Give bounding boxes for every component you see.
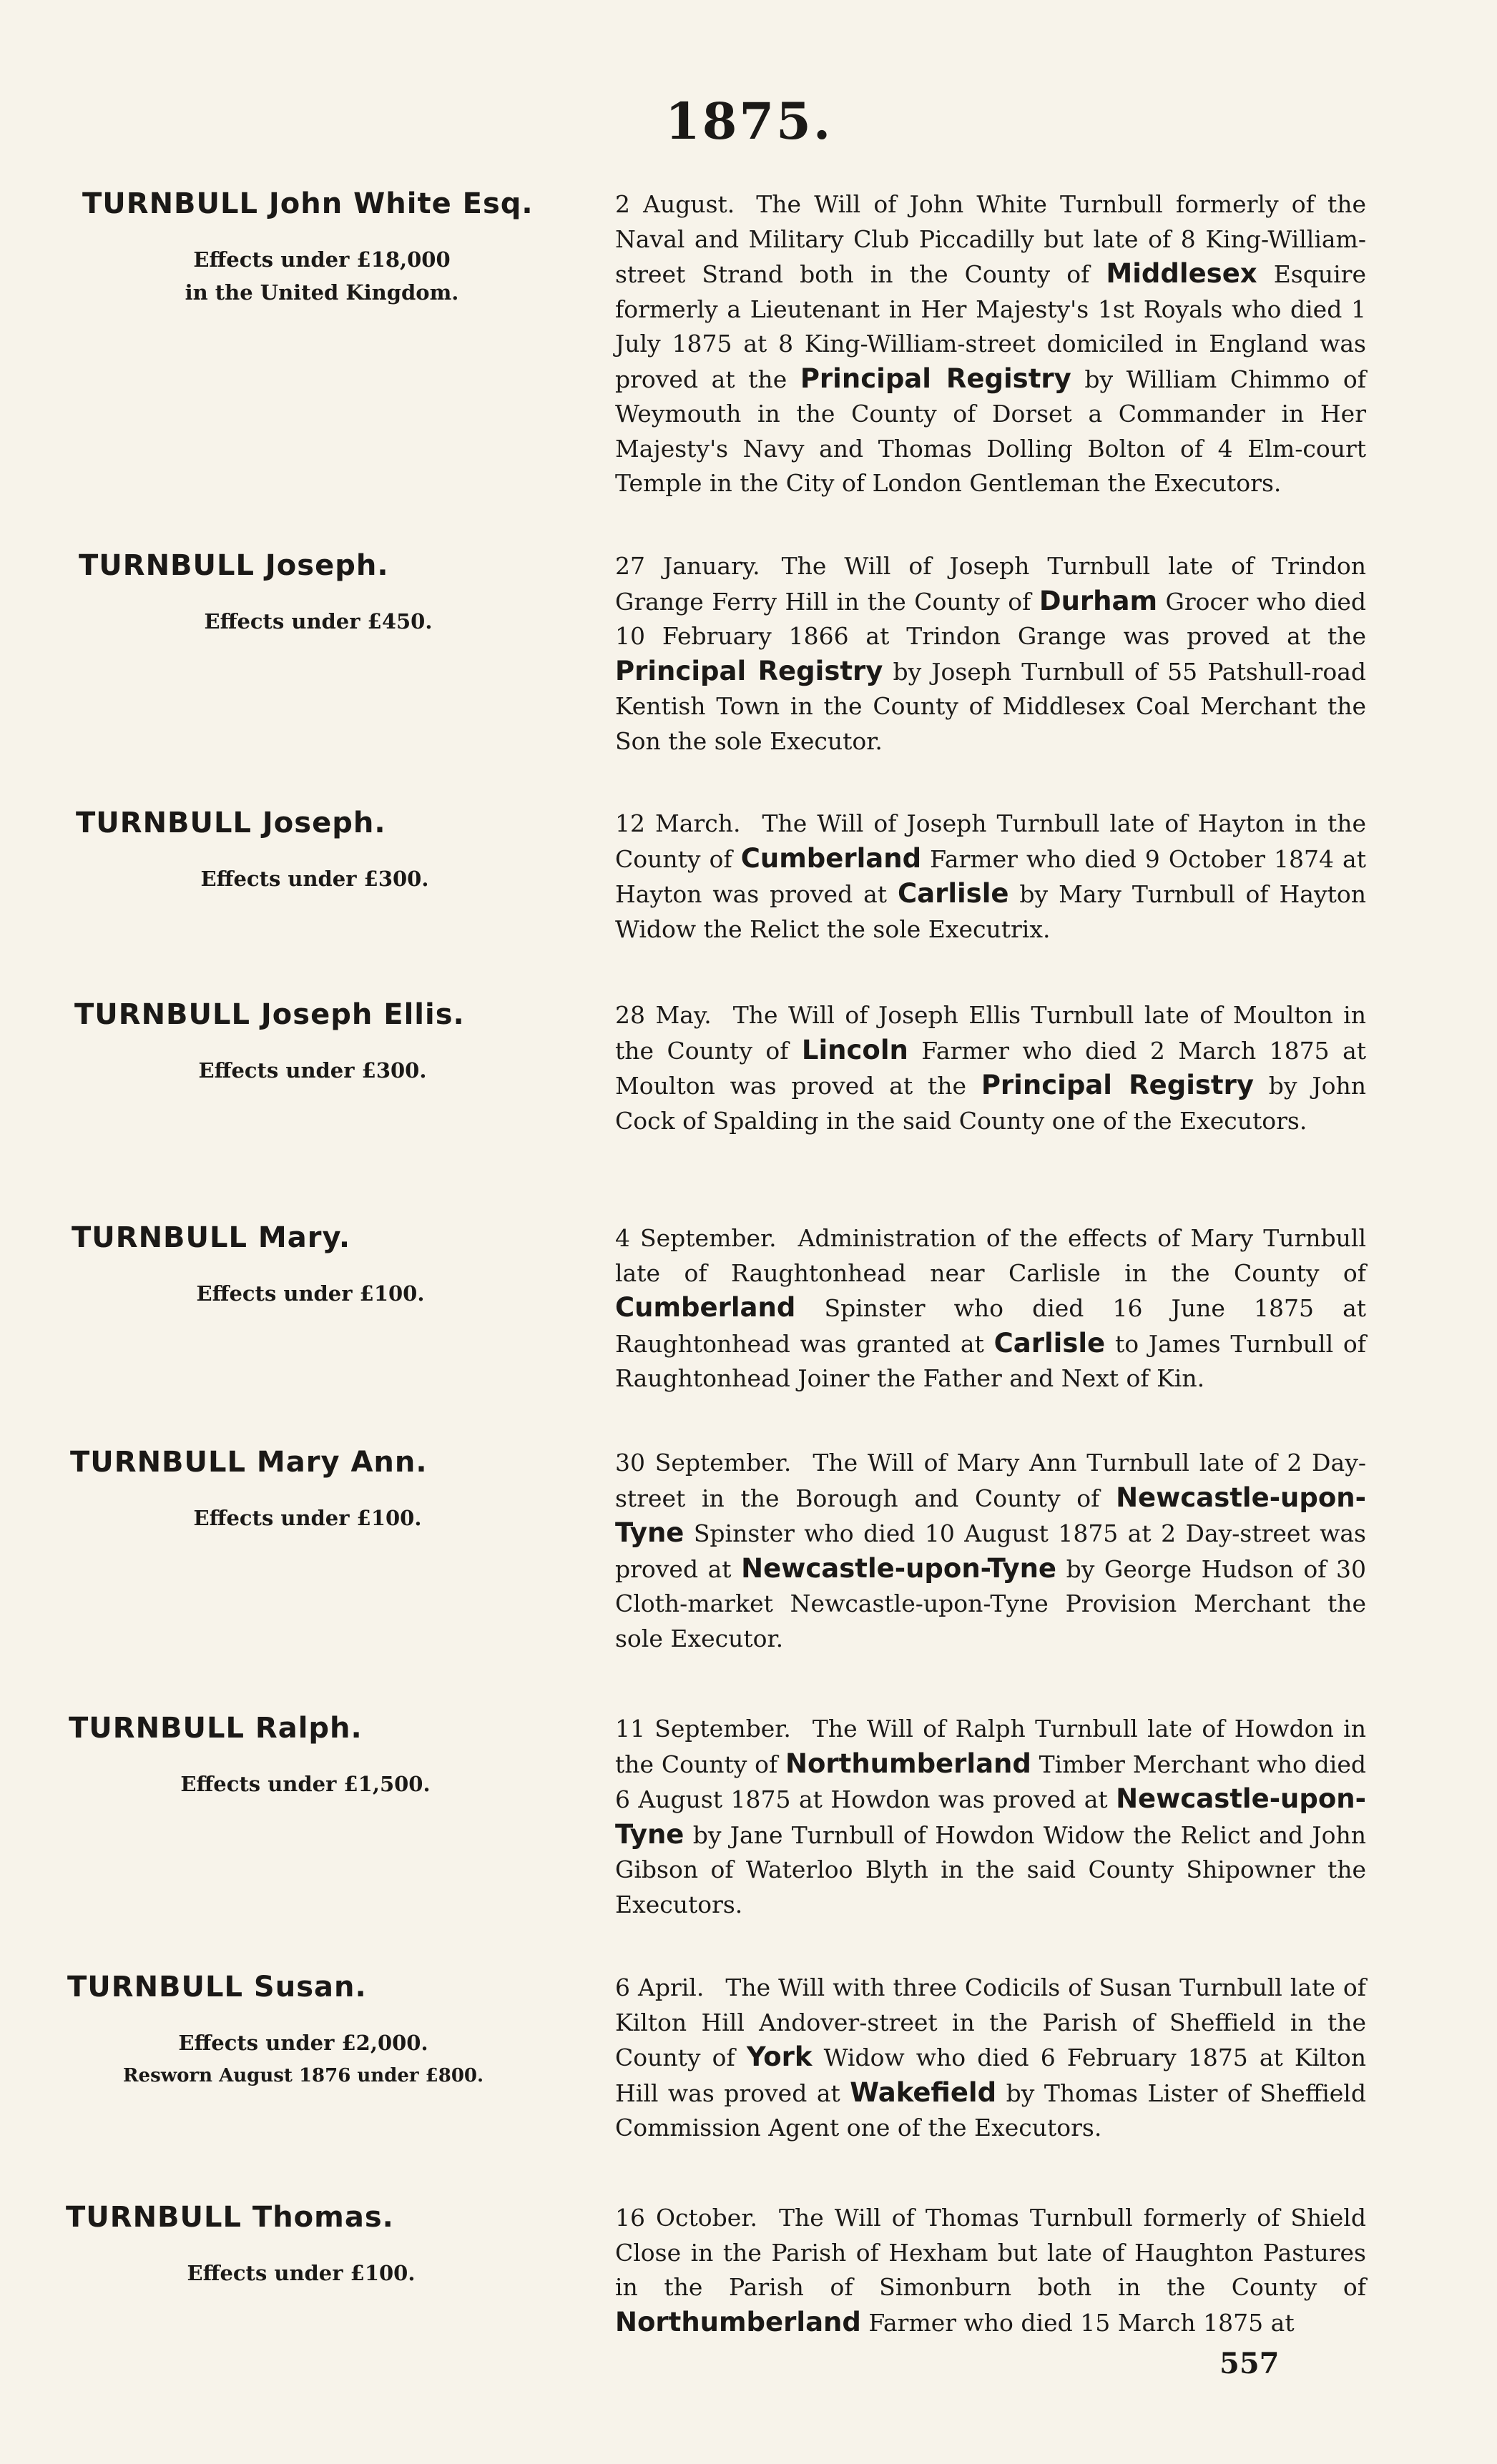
highlighted-place: Carlisle [993,1327,1106,1359]
entry-body [615,2201,1366,2340]
entry-text: The Will of Joseph Turnbull late of Trindon Grange Ferry Hill in the County of [615,552,1367,616]
entry-text: by Thomas Lister of Sheffield Commission Agent one of the Executors. [615,2079,1366,2142]
entry-name: TURNBULL Thomas. [66,2201,394,2234]
entry-body [615,1221,1366,1396]
entry-text-column [615,187,1366,501]
entry-text-column [615,1221,1366,1396]
entry-text: Farmer who died 9 October 1874 at Hayton was proved at [615,844,1366,908]
entry-text: Spinster who died 10 August 1875 at 2 Day-street was proved at [615,1519,1366,1583]
highlighted-place: Newcastle-upon-Tyne [741,1552,1057,1584]
entry-name: TURNBULL Mary Ann. [70,1446,428,1479]
entry-text: Grocer who died 10 February 1866 at Trindon Grange was proved at the [615,587,1366,650]
entry-body [615,1971,1366,2146]
entry-effects [122,243,522,309]
entry-text: Farmer who died 2 March 1875 at Moulton was proved at the [615,1036,1366,1100]
highlighted-place: Newcastle-upon-Tyne [615,1482,1366,1548]
effects-line: Effects under £18,000 [193,247,451,272]
entry-effects [118,605,519,638]
entry-text: The Will with three Codicils of Susan Turnbull late of Kilton Hill Andover-street in the Parish of Sheffield in the County of [615,1973,1366,2071]
entry-text: Administration of the effects of Mary Turnbull late of Raughtonhead near Carlisle in the County of [615,1224,1366,1287]
entry-body [615,1446,1366,1656]
entry-text: by William Chimmo of Weymouth in the County of Dorset a Commander in Her Majesty's Navy and Thomas Dolling Bolton of 4 Elm-court Temple in the City of London Gentleman the Executors. [615,365,1366,497]
entry-body [615,187,1366,501]
entry-date: 4 September. [615,1224,777,1252]
effects-line: Effects under £300. [200,867,429,891]
entry-text: The Will of Joseph Turnbull late of Hayton in the County of [615,809,1366,873]
entry-date: 30 September. [615,1449,792,1477]
entry-text: The Will of Joseph Ellis Turnbull late of Moulton in the County of [615,1001,1366,1065]
effects-line: Effects under £300. [198,1058,427,1083]
entry-effects [101,2257,501,2290]
highlighted-place: Lincoln [801,1034,908,1065]
entry-text: to James Turnbull of Raughtonhead Joiner the Father and Next of Kin. [615,1329,1366,1392]
effects-line: Effects under £1,500. [180,1772,431,1796]
entry-text: by Jane Turnbull of Howdon Widow the Relict and John Gibson of Waterloo Blyth in the said County Shipowner the Executors. [615,1820,1366,1918]
highlighted-place: Principal Registry [981,1070,1254,1100]
entry-name: TURNBULL John White Esq. [82,187,534,220]
entry-text-column [615,807,1366,947]
entry-effects [103,2026,504,2092]
entry-text-column [615,998,1366,1138]
entry-text-column [615,1712,1366,1922]
entry-body [615,807,1366,947]
entry-text: by John Cock of Spalding in the said County one of the Executors. [615,1072,1366,1135]
entry-date: 28 May. [615,1001,712,1029]
effects-line: Resworn August 1876 under £800. [122,2065,484,2086]
entry-date: 12 March. [615,809,741,837]
entry-text: Farmer who died 15 March 1875 at [860,2308,1295,2337]
entry-effects [107,1502,508,1534]
entry-date: 16 October. [615,2204,757,2232]
entry-text: by Mary Turnbull of Hayton Widow the Relict the sole Executrix. [615,880,1367,943]
entry-text-column [615,1971,1366,2146]
highlighted-place: Middlesex [1106,258,1257,289]
entry-date: 2 August. [615,190,735,218]
effects-line: Effects under £2,000. [178,2031,428,2055]
entry-text: The Will of John White Turnbull formerly of the Naval and Military Club Piccadilly but late of 8 King-William-street Strand both in the County of [615,190,1367,288]
entry-text: The Will of Thomas Turnbull formerly of Shield Close in the Parish of Hexham but late of Haughton Pastures in the Parish of Simonburn both in the County of [615,2204,1366,2301]
entry-body [615,549,1366,759]
entry-text: Spinster who died 16 June 1875 at Raughtonhead was granted at [615,1294,1366,1358]
entry-text: Esquire formerly a Lieutenant in Her Majesty's 1st Royals who died 1 July 1875 at 8 King-William-street domiciled in England was proved at the [615,260,1366,393]
entry-name: TURNBULL Susan. [67,1971,367,2004]
highlighted-place: Carlisle [897,878,1009,909]
entry-text: The Will of Ralph Turnbull late of Howdon in the County of [615,1715,1366,1778]
entry-text: by George Hudson of 30 Cloth-market Newcastle-upon-Tyne Provision Merchant the sole Executor. [615,1554,1366,1652]
page-number: 557 [1219,2347,1280,2380]
effects-line: Effects under £450. [204,609,433,634]
highlighted-place: Principal Registry [615,655,883,686]
entry-name: TURNBULL Joseph. [76,807,386,839]
highlighted-place: Wakefield [850,2076,997,2108]
entry-name: TURNBULL Joseph Ellis. [74,998,465,1031]
effects-line: Effects under £100. [196,1281,425,1306]
entry-date: 27 January. [615,552,760,580]
entry-effects [105,1768,506,1800]
entry-body [615,998,1366,1138]
entry-text: Widow who died 6 February 1875 at Kilton Hill was proved at [615,2044,1366,2107]
effects-line: Effects under £100. [187,2261,416,2285]
highlighted-place: Newcastle-upon-Tyne [615,1783,1366,1850]
entry-text-column [615,549,1366,759]
entry-text-column [615,2201,1366,2340]
entry-date: 11 September. [615,1715,791,1743]
entry-effects [112,1054,513,1087]
entry-text: Timber Merchant who died 6 August 1875 at Howdon was proved at [615,1750,1367,1813]
highlighted-place: York [746,2041,813,2072]
highlighted-place: Northumberland [615,2306,861,2337]
entry-effects [114,862,515,895]
effects-line: Effects under £100. [193,1506,422,1530]
entry-name: TURNBULL Joseph. [79,549,389,582]
entry-text: by Joseph Turnbull of 55 Patshull-road Kentish Town in the County of Middlesex Coal Merchant the Son the sole Executor. [615,657,1366,755]
highlighted-place: Durham [1039,585,1158,616]
entry-body [615,1712,1366,1922]
entry-text: The Will of Mary Ann Turnbull late of 2 Day-street in the Borough and County of [615,1449,1366,1512]
entry-name: TURNBULL Ralph. [69,1712,363,1745]
highlighted-place: Principal Registry [800,363,1071,394]
entry-effects [110,1277,511,1310]
entry-date: 6 April. [615,1973,705,2001]
entry-text-column [615,1446,1366,1656]
page-year-heading: 1875. [665,92,833,151]
highlighted-place: Cumberland [740,842,922,874]
effects-line: in the United Kingdom. [185,280,459,305]
highlighted-place: Northumberland [785,1748,1031,1779]
highlighted-place: Cumberland [615,1292,796,1323]
entry-name: TURNBULL Mary. [72,1221,351,1254]
